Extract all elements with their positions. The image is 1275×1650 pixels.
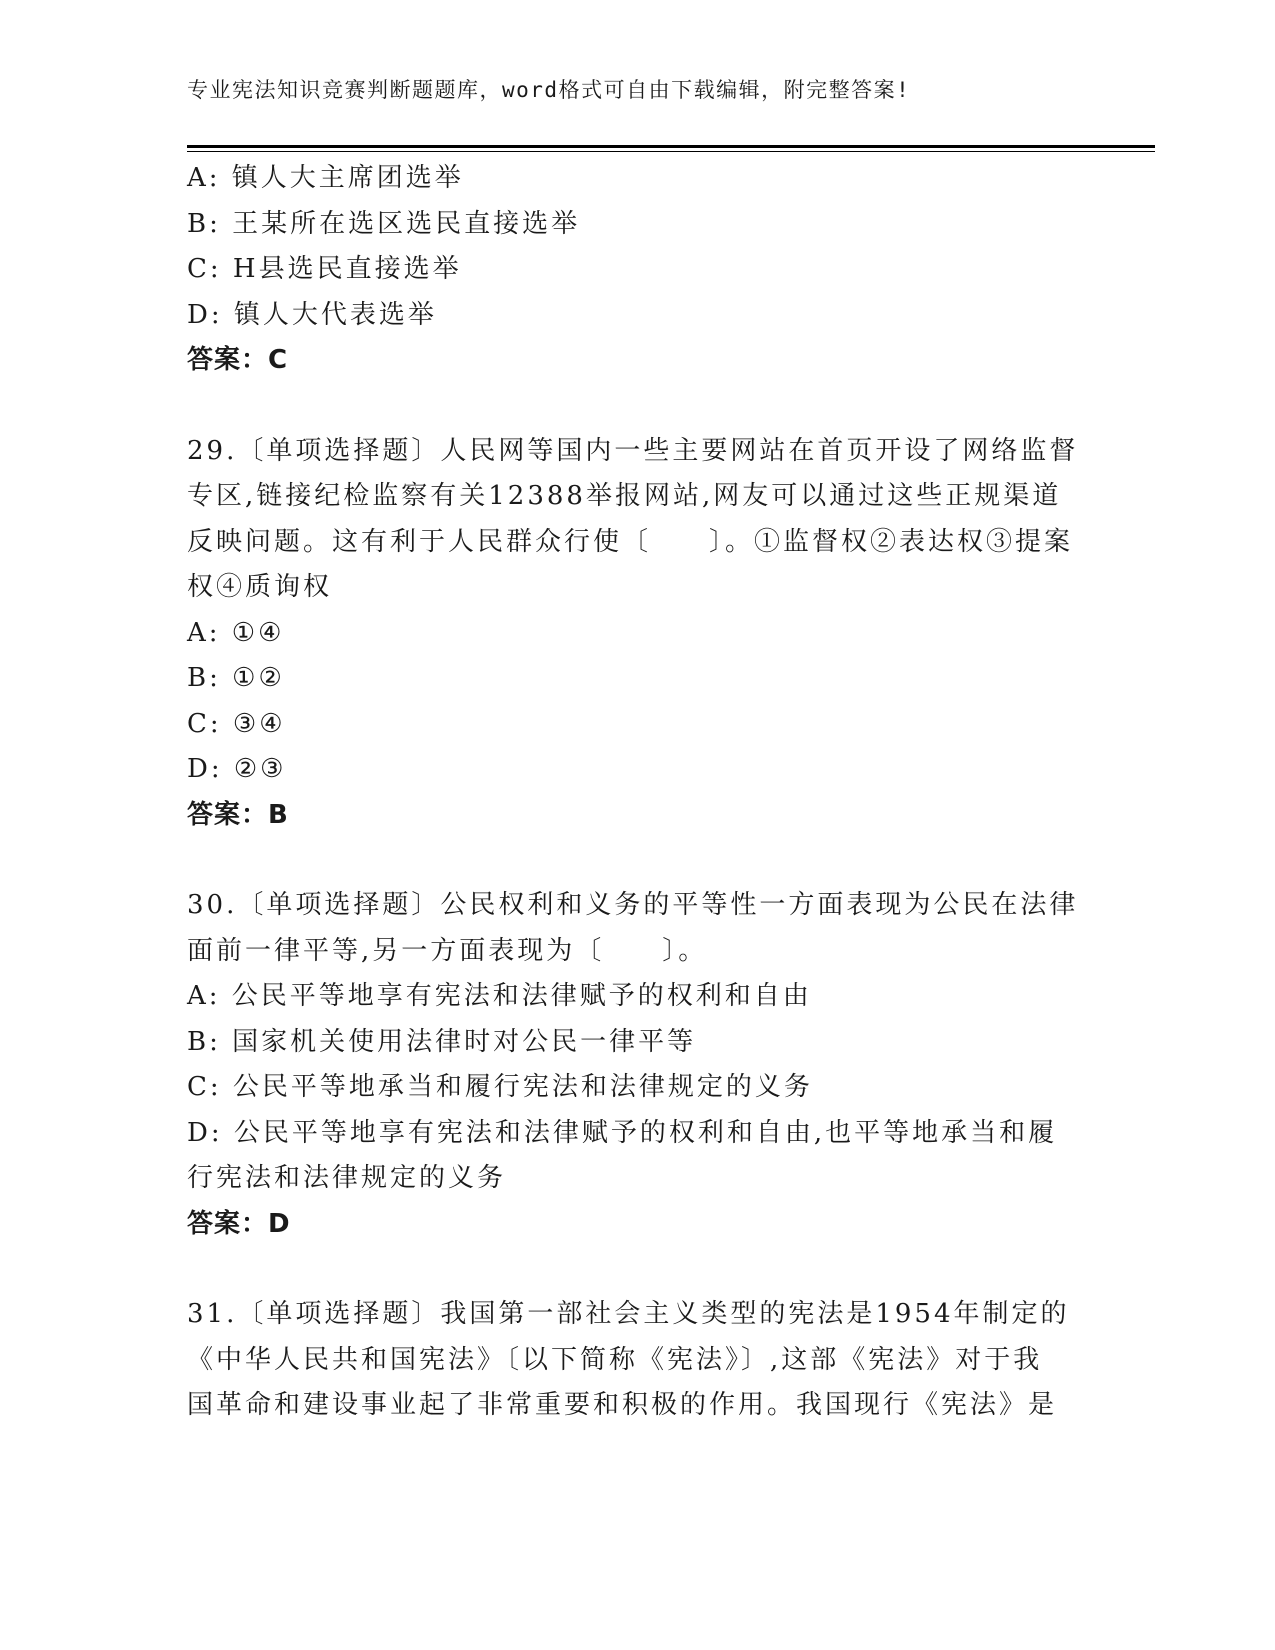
question-stem-line: 专区,链接纪检监察有关12388举报网站,网友可以通过这些正规渠道 <box>187 481 1062 511</box>
option-c: C: ③④ <box>187 708 286 739</box>
option-b: B: ①② <box>187 663 285 693</box>
option-b: B: 国家机关使用法律时对公民一律平等 <box>187 1026 697 1057</box>
option-d: D: 镇人大代表选举 <box>187 299 437 330</box>
option-a: A: ①④ <box>187 617 285 648</box>
option-b: B: 王某所在选区选民直接选举 <box>187 208 581 239</box>
document-header: 专业宪法知识竞赛判断题题库，word格式可自由下载编辑，附完整答案! <box>187 78 911 102</box>
option-c: C: 公民平等地承当和履行宪法和法律规定的义务 <box>187 1072 813 1102</box>
question-stem-line: 权④质询权 <box>187 572 333 602</box>
question-stem-line: 30.〔单项选择题〕公民权利和义务的平等性一方面表现为公民在法律 <box>187 890 1079 920</box>
header-rule-thick <box>187 145 1155 148</box>
question-stem-line: 面前一律平等,另一方面表现为〔 〕。 <box>187 935 708 966</box>
question-28 <box>187 156 1087 384</box>
question-31 <box>187 1292 1087 1429</box>
option-a: A: 公民平等地享有宪法和法律赋予的权利和自由 <box>187 981 812 1011</box>
question-stem-line: 31.〔单项选择题〕我国第一部社会主义类型的宪法是1954年制定的 <box>187 1299 1070 1329</box>
answer: 答案：C <box>187 345 289 375</box>
option-c: C: H县选民直接选举 <box>187 254 462 284</box>
question-29 <box>187 429 1087 839</box>
answer: 答案：B <box>187 799 289 830</box>
option-d-continued: 行宪法和法律规定的义务 <box>187 1163 507 1193</box>
option-d: D: 公民平等地享有宪法和法律赋予的权利和自由,也平等地承当和履 <box>187 1117 1058 1148</box>
document-body <box>187 156 1087 1429</box>
question-stem-line: 29.〔单项选择题〕人民网等国内一些主要网站在首页开设了网络监督 <box>187 435 1079 466</box>
option-d: D: ②③ <box>187 754 287 784</box>
question-30 <box>187 883 1087 1247</box>
question-stem-line: 国革命和建设事业起了非常重要和积极的作用。我国现行《宪法》是 <box>187 1390 1058 1420</box>
question-stem-line: 《中华人民共和国宪法》〔以下简称《宪法》〕,这部《宪法》对于我 <box>187 1344 1043 1375</box>
option-a: A: 镇人大主席团选举 <box>187 163 464 193</box>
question-stem-line: 反映问题。这有利于人民群众行使〔 〕。①监督权②表达权③提案 <box>187 526 1074 557</box>
answer: 答案：D <box>187 1208 291 1239</box>
header-rule-thin <box>187 151 1155 152</box>
